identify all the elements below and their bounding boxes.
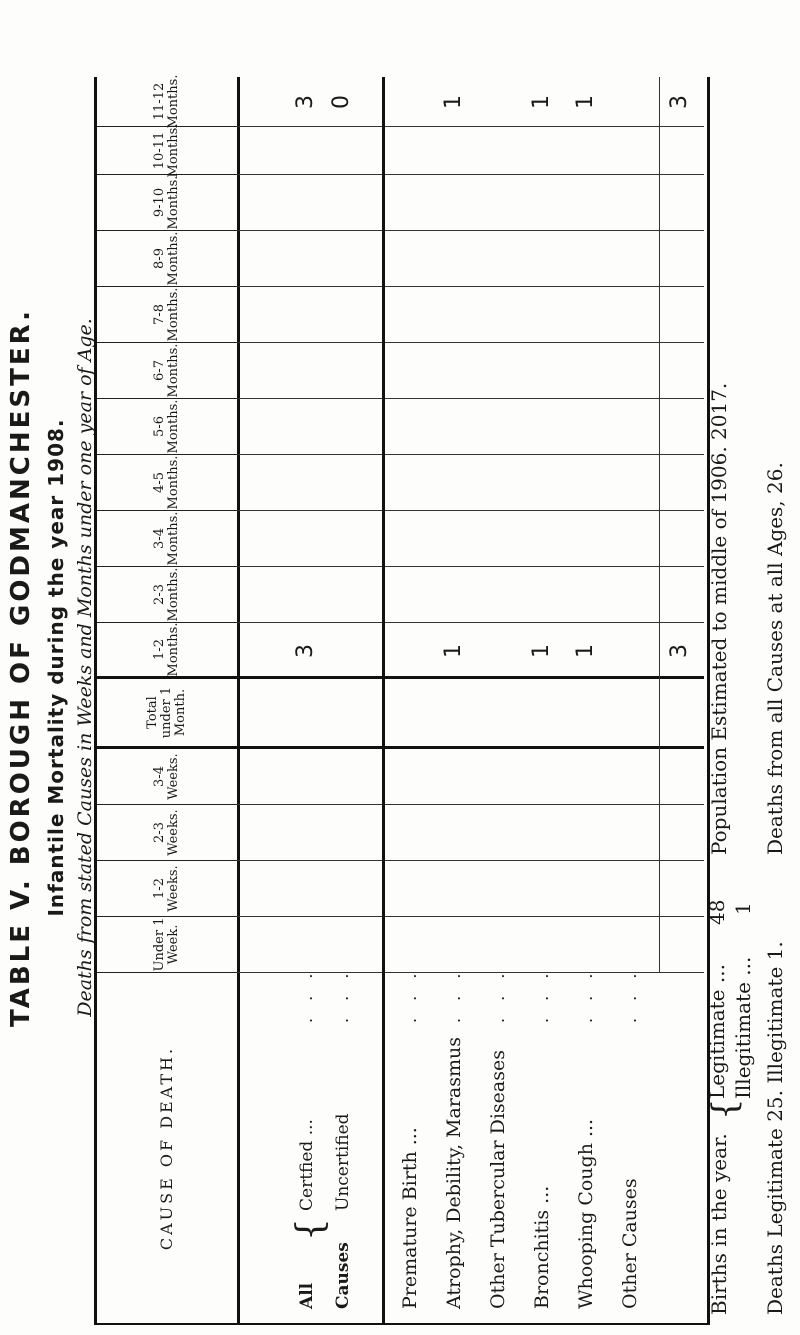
footnotes [705,0,800,1335]
col-head-3-4-months: 3-4 Months. [97,511,237,567]
col-head-10-11-months: 10-11 Months. [97,127,237,175]
col-head-4-5-months: 4-5 Months. [97,455,237,511]
header-row [97,74,240,1323]
rule-v [237,398,704,399]
leader-dots: . . . [333,967,352,1023]
label-certified: Certfied ... [297,1119,317,1211]
brace: { [705,1098,745,1120]
rule-v [237,804,704,805]
cell-certified-total: 3 [293,95,318,109]
rule-v [237,286,704,287]
rule-v [237,510,704,511]
col-head-1-2-weeks: 1-2 Weeks. [97,861,237,917]
rule-v [237,342,704,343]
col-head-under-1-week: Under 1 Week. [97,917,237,973]
col-head-2-3-months: 2-3 Months. [97,567,237,623]
cell-uncertified-total: 0 [329,95,354,109]
rule-v [237,860,704,861]
col-head-2-3-weeks: 2-3 Weeks. [97,805,237,861]
cause-label-atrophy: Atrophy, Debility, Marasmus [443,1037,465,1309]
title-block [0,0,100,1335]
col-head-6-7-months: 6-7 Months. [97,343,237,399]
rule-h-bold [382,77,385,1323]
note-legitimate-count: 48 [705,899,729,925]
group-label-causes: Causes [333,1242,353,1309]
note-births-label: Births in the year. [707,1133,731,1315]
col-head-1-2-months: 1-2 Months. [97,623,237,679]
group-label-all: All [297,1282,317,1309]
note-deaths-all: Deaths from all Causes at all Ages, 26. [763,462,787,855]
col-head-cause: CAUSE OF DEATH. [157,1045,176,1251]
rule-h [659,77,660,973]
col-head-7-8-months: 7-8 Months. [97,287,237,343]
leader-dots: . . . [297,967,316,1023]
label-uncertified: Uncertified [333,1113,353,1211]
note-illegitimate-count: 1 [731,902,755,915]
cause-label-whooping-cough: Whooping Cough ... [575,1118,597,1309]
col-head-8-9-months: 8-9 Months. [97,231,237,287]
cell-whooping-1-2-months: 1 [573,644,598,658]
table-subtitle: Infantile Mortality during the year 1908. [44,418,68,917]
note-legitimate: Legitimate ... [705,964,729,1099]
brace: { [290,1218,331,1241]
leader-dots: . . . [577,967,596,1023]
rule-v [237,454,704,455]
leader-dots: . . . [445,967,464,1023]
mortality-table [94,74,710,1325]
col-head-total-under-1-month: Total under 1 Month. [97,679,237,749]
note-population: Population Estimated to middle of 1906. 2017. [707,382,731,855]
table-title: TABLE V. BOROUGH OF GODMANCHESTER. [6,308,36,1027]
leader-dots: . . . [533,967,552,1023]
cell-bronchitis-1-2-months: 1 [529,644,554,658]
leader-dots: . . . [401,967,420,1023]
rule-v [237,916,704,917]
rule-v [237,566,704,567]
leader-dots: . . . [621,967,640,1023]
cell-certified-1-2-months: 3 [293,644,318,658]
col-head-3-4-weeks: 3-4 Weeks. [97,749,237,805]
rule-v [237,230,704,231]
cell-bronchitis-total: 1 [529,95,554,109]
cause-label-tubercular: Other Tubercular Diseases [487,1050,509,1309]
col-head-5-6-months: 5-6 Months. [97,399,237,455]
note-illegitimate: Illegitimate ... [731,956,755,1099]
cell-atrophy-total: 1 [441,95,466,109]
rule-v-bold [237,746,704,749]
cell-total-1-2-months: 3 [667,644,692,658]
col-head-11-12-months: 11-12 Months. [97,77,237,127]
cell-whooping-total: 1 [573,95,598,109]
table-caption: Deaths from stated Causes in Weeks and Months under one year of Age. [74,318,96,1017]
cause-label-premature: Premature Birth ... [399,1127,421,1309]
cell-grand-total: 3 [667,95,692,109]
cause-label-other: Other Causes [619,1178,641,1309]
rule-v [237,174,704,175]
note-deaths-legitimacy: Deaths Legitimate 25. Illegitimate 1. [763,941,787,1315]
leader-dots: . . . [489,967,508,1023]
cause-label-bronchitis: Bronchitis ... [531,1185,553,1309]
col-head-9-10-months: 9-10 Months. [97,175,237,231]
cell-atrophy-1-2-months: 1 [441,644,466,658]
